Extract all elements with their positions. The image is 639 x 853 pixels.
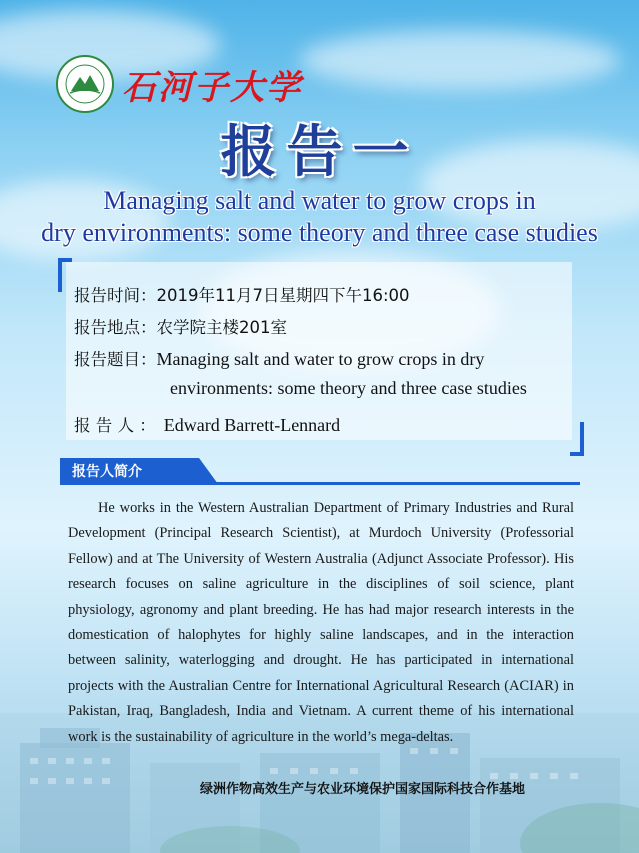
university-logo: [56, 55, 114, 113]
talk-title-line2: dry environments: some theory and three case studies: [41, 218, 598, 247]
time-label: 报告时间：: [74, 286, 157, 305]
speaker-value: Edward Barrett-Lennard: [163, 415, 341, 435]
cloud: [300, 30, 620, 90]
corner-bracket-bottom-right: [570, 422, 584, 456]
topic-label: 报告题目：: [74, 350, 157, 369]
organizer-footer: 绿洲作物高效生产与农业环境保护国家国际科技合作基地: [200, 782, 526, 797]
info-place-row: [74, 314, 287, 338]
info-speaker-row: [74, 412, 340, 436]
place-label: 报告地点：: [74, 318, 157, 337]
info-topic-row: [74, 346, 484, 370]
topic-value-line1: Managing salt and water to grow crops in dry: [156, 349, 485, 369]
main-title: 报告一: [220, 120, 419, 185]
topic-value-line2: environments: some theory and three case studies: [170, 378, 527, 398]
bio-section-title: 报告人简介: [72, 464, 142, 480]
university-name: 石河子大学: [122, 68, 302, 108]
corner-bracket-top-left: [58, 258, 72, 292]
place-value: 农学院主楼201室: [156, 318, 287, 337]
section-divider: [60, 482, 580, 485]
speaker-label: 报 告 人 ：: [74, 416, 156, 435]
talk-title-line1: Managing salt and water to grow crops in: [103, 186, 536, 215]
speaker-bio: He works in the Western Australian Department of Primary Industries and Rural Development (Principal Research Scientist), at Murdoch University (Professorial Fellow) and at The University of Western Australia (Adjunct Associate Professor). His research focuses on saline agriculture in the disciplines of soil science, plant physiology, agronomy and plant breeding. He has had major research interests in the domestication of halophytes for highly saline landscapes, and in the interaction between salinity, waterlogging and drought. He has participated in international projects with the Australian Centre for International Agricultural Research (ACIAR) in Pakistan, Iraq, Bangladesh, India and Vietnam. A current theme of his international work is the sustainability of agriculture in the world’s mega-deltas.: [68, 500, 574, 745]
time-value: 2019年11月7日星期四下午16:00: [156, 286, 410, 305]
info-time-row: [74, 282, 410, 306]
